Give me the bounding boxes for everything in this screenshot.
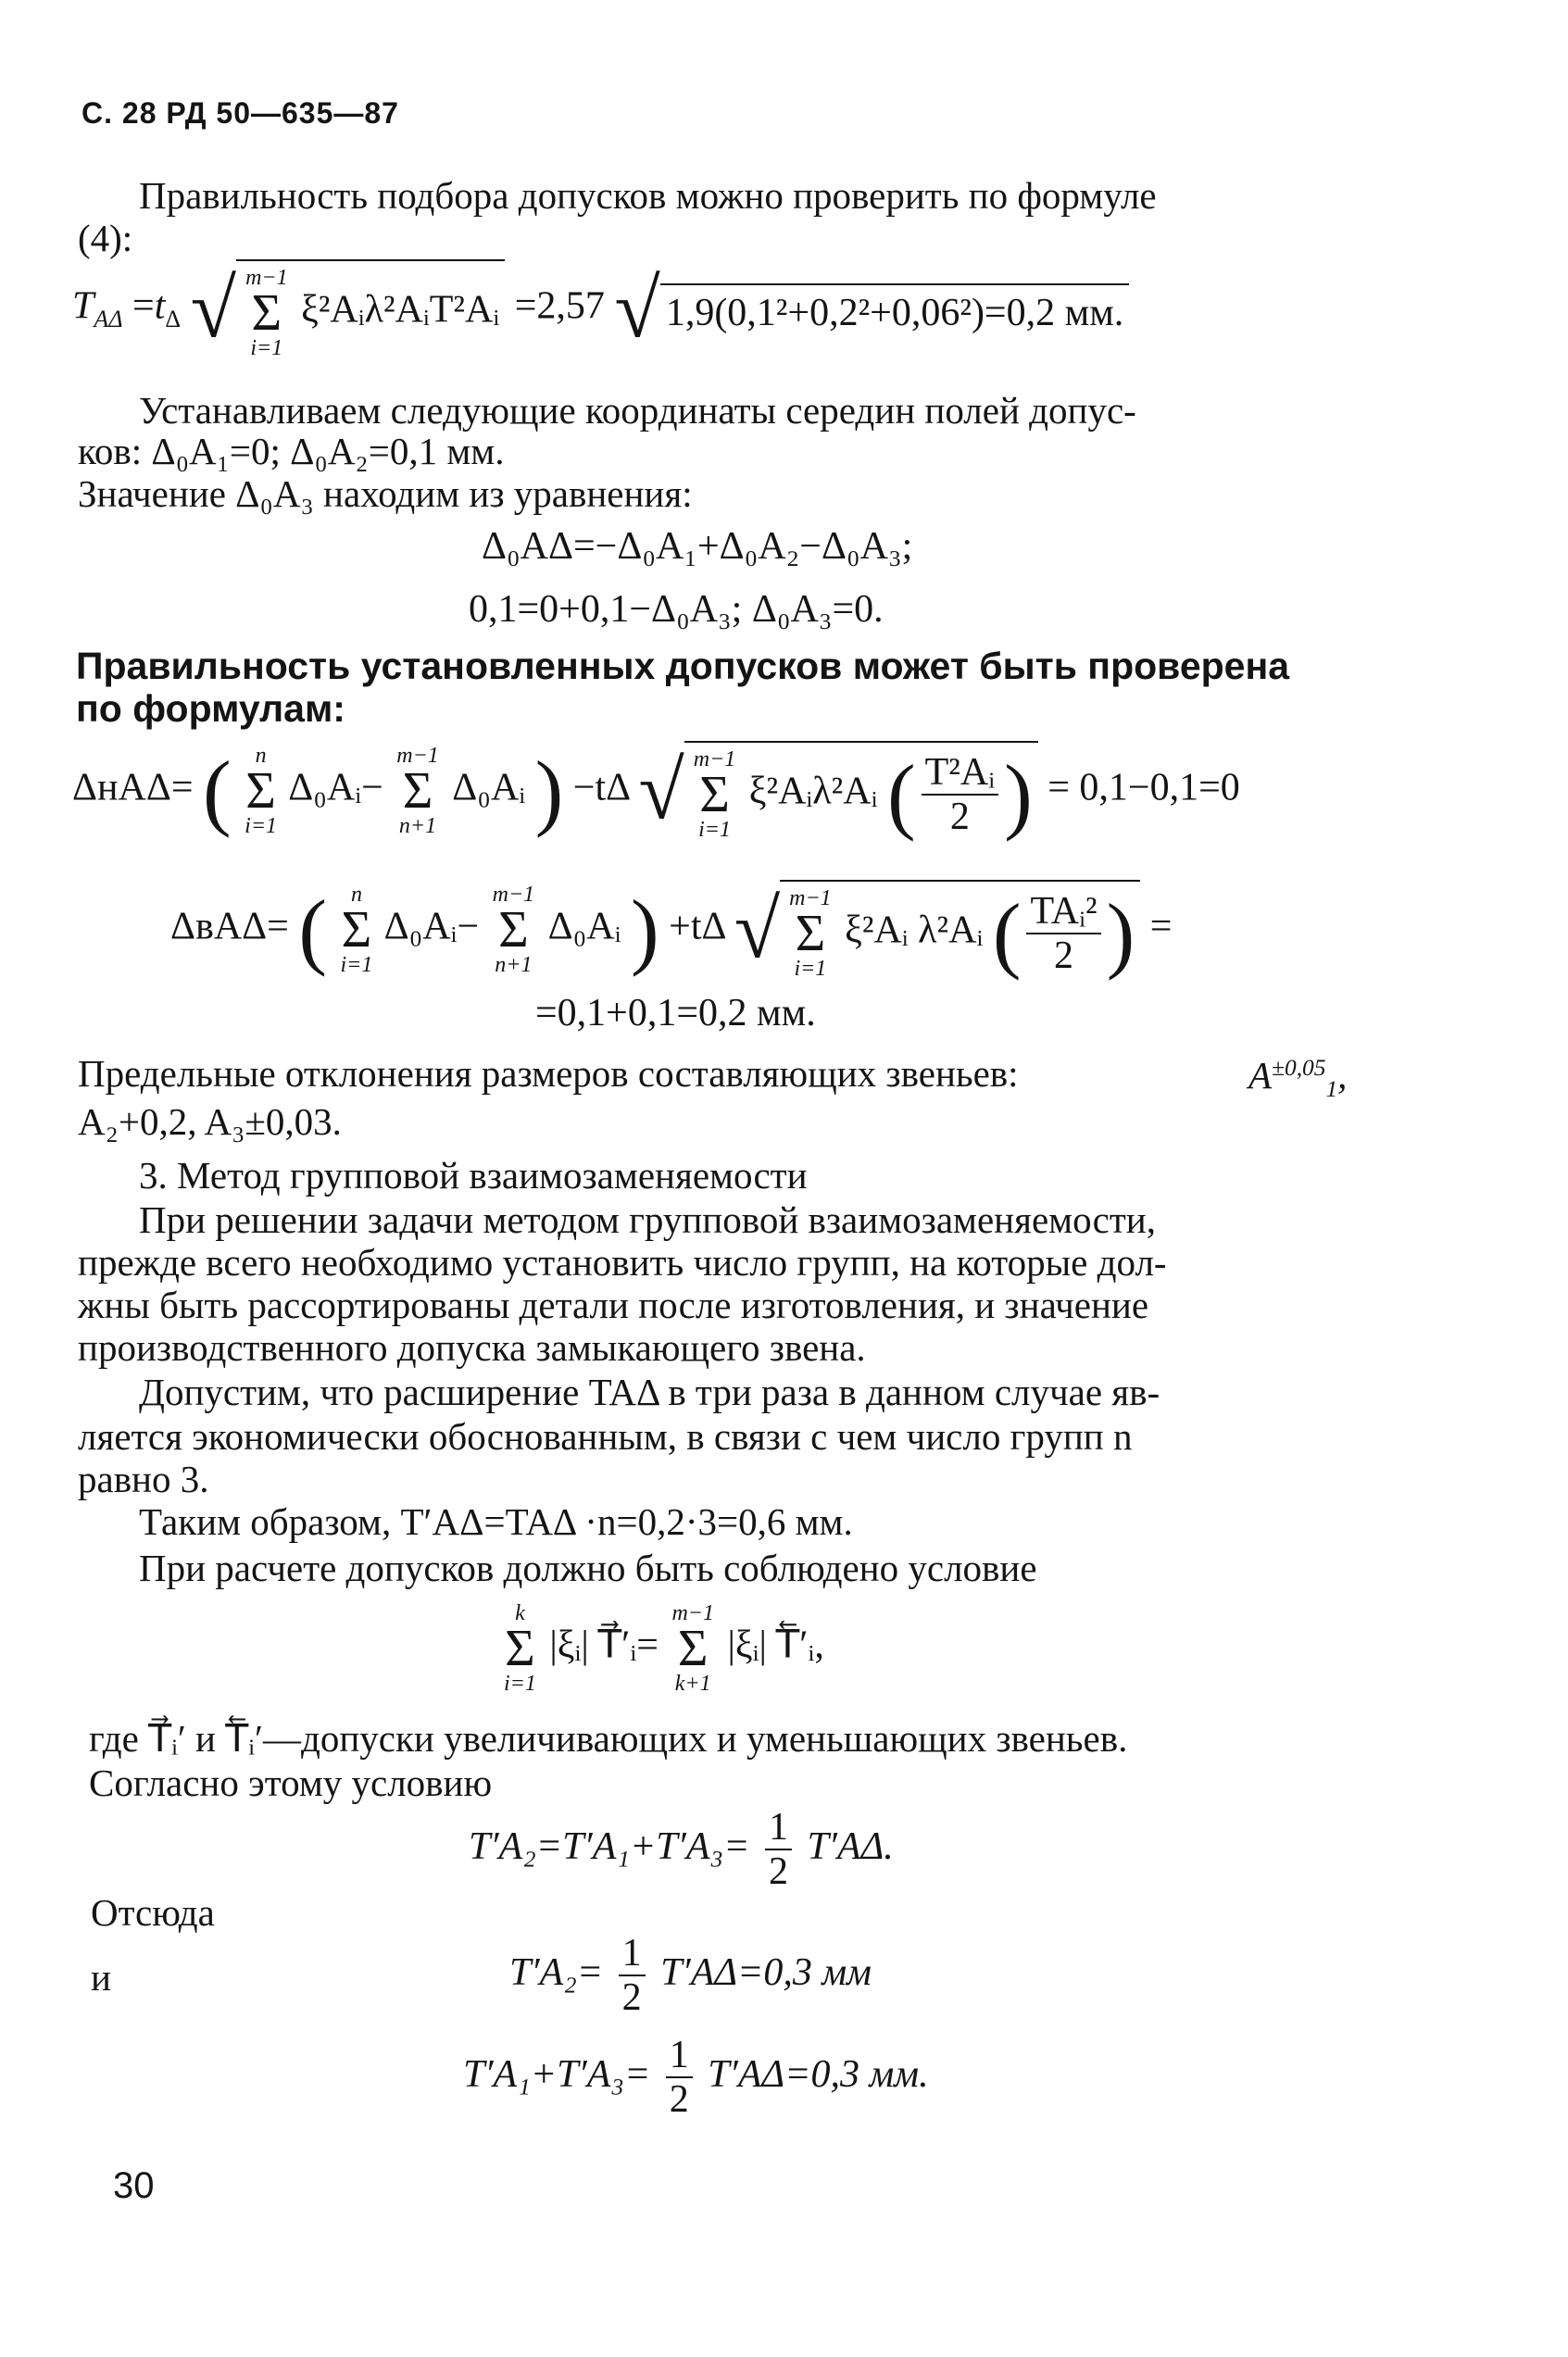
sum-operator: m−1 Σ i=1 [245, 266, 288, 360]
paragraph-line: и [91, 1956, 111, 1999]
formula-lower-deviation: ΔнAΔ= ( n Σ i=1 Δ₀Aᵢ− m−1 Σ n+1 Δ₀Aᵢ ) −tΔ √ m−1 Σ i=1 ξ²Aᵢλ²Aᵢ ( $\frac{\text{T²Aᵢ}}{2}$ ) = 0,1−0,1=0 [72, 741, 1240, 841]
radicand: m−1 Σ i=1 ξ²Aᵢ λ²Aᵢ ( $\frac{\text{TAᵢ²}}{2}$ ) [780, 880, 1140, 980]
formula-term: Δ₀Aᵢ [383, 905, 458, 948]
radical-sign: √ [734, 884, 781, 976]
sum-operator: m−1 Σ k+1 [671, 1601, 714, 1696]
bold-statement: по формулам: [76, 687, 345, 730]
formula-term: T′AΔ=0,3 мм. [708, 2052, 929, 2096]
formula-term: t [154, 284, 166, 328]
paragraph-line: При решении задачи методом групповой взаимозаменяемости, [139, 1198, 1156, 1241]
formula-term: |ξᵢ| T⃖′ᵢ, [727, 1624, 824, 1667]
paragraph-line: Значение Δ₀A₃ находим из уравнения: [78, 472, 693, 515]
equation-line: 0,1=0+0,1−Δ₀A₃; Δ₀A₃=0. [469, 588, 884, 631]
sum-operator: n Σ i=1 [245, 744, 278, 838]
paragraph-line: (4): [78, 217, 133, 259]
sum-operator: m−1 Σ n+1 [492, 883, 535, 977]
paragraph-line: Устанавливаем следующие координаты середин полей допус- [139, 389, 1136, 432]
paragraph-line: производственного допуска замыкающего звена. [78, 1326, 866, 1369]
radicand: 1,9(0,1²+0,2²+0,06²)=0,2 мм. [660, 283, 1129, 335]
paragraph-line: жны быть рассортированы детали после изготовления, и значение [78, 1284, 1149, 1326]
paragraph-line: Отсюда [91, 1891, 215, 1934]
paragraph-line: При расчете допусков должно быть соблюдено условие [139, 1547, 1037, 1589]
section-heading: 3. Метод групповой взаимозаменяемости [139, 1154, 808, 1197]
paragraph-line: Допустим, что расширение TAΔ в три раза в данном случае яв- [139, 1371, 1160, 1413]
formula-body: ξ²Aᵢλ²AᵢT²Aᵢ [301, 288, 500, 332]
formula-value: =2,57 [514, 284, 605, 328]
paragraph-line: прежде всего необходимо установить число групп, на которые дол- [78, 1241, 1167, 1284]
deviation-a1: $A^{\pm 0,05}_1$, [1248, 1053, 1348, 1102]
formula-half-tolerance [469, 1806, 894, 1893]
paragraph-line: Правильность подбора допусков можно проверить по формуле [139, 174, 1157, 217]
formula-term: T′A₂=T′A₁+T′A₃= [469, 1824, 750, 1868]
fraction: $\frac{\text{T²Aᵢ}}{2}$ [922, 751, 998, 838]
paragraph-line: Согласно этому условию [89, 1761, 493, 1804]
radical-sign: √ [614, 263, 660, 356]
formula-body: ξ²Aᵢ λ²Aᵢ [845, 909, 984, 952]
sum-operator: m−1 Σ n+1 [396, 744, 439, 838]
sum-operator: m−1 Σ i=1 [693, 747, 736, 842]
radical-sign: √ [638, 745, 684, 837]
formula-body: ξ²Aᵢλ²Aᵢ [748, 770, 878, 813]
formula-term: ΔвAΔ= [170, 905, 289, 948]
fraction: $\frac{1}{2}$ [619, 1932, 646, 2019]
formula-term: T′A₂= [509, 1950, 604, 1994]
sum-operator: m−1 Σ i=1 [789, 886, 832, 981]
formula-result: =0,1+0,1=0,2 мм. [535, 992, 816, 1034]
paragraph-line: ков: Δ₀A₁=0; Δ₀A₂=0,1 мм. [78, 430, 505, 472]
formula-term: Δ₀Aᵢ [288, 766, 362, 809]
paragraph-line: A₂+0,2, A₃±0,03. [78, 1100, 342, 1143]
formula-term: T [72, 284, 94, 328]
radicand [236, 259, 505, 359]
formula-upper-deviation: ΔвAΔ= ( n Σ i=1 Δ₀Aᵢ− m−1 Σ n+1 Δ₀Aᵢ ) +tΔ √ m−1 Σ i=1 ξ²Aᵢ λ²Aᵢ ( $\frac{\text{TAᵢ²}}{2}$ ) = [170, 880, 1172, 980]
formula-term: |ξᵢ| T⃗′ᵢ= [549, 1624, 659, 1667]
fraction: $\frac{\text{TAᵢ²}}{2}$ [1026, 890, 1100, 977]
radicand: m−1 Σ i=1 ξ²Aᵢλ²Aᵢ ( $\frac{\text{T²Aᵢ}}{2}$ ) [684, 741, 1038, 841]
formula-term: +tΔ [669, 905, 725, 948]
formula-term: T′A₁+T′A₃= [463, 2052, 651, 2096]
paragraph-line: ляется экономически обоснованным, в связи с чем число групп n [78, 1415, 1133, 1458]
formula-subscript: AΔ [94, 305, 123, 332]
formula-value: = 0,1−0,1=0 [1047, 766, 1240, 809]
fraction: $\frac{1}{2}$ [765, 1806, 792, 1893]
page-number: 30 [113, 2165, 155, 2206]
equation-line: Δ₀AΔ=−Δ₀A₁+Δ₀A₂−Δ₀A₃; [482, 525, 913, 568]
paragraph-line: Предельные отклонения размеров составляющих звеньев: [78, 1052, 1019, 1095]
bold-statement: Правильность установленных допусков может быть проверена [76, 645, 1290, 687]
formula-term: Δ₀Aᵢ [547, 905, 621, 948]
fraction: $\frac{1}{2}$ [666, 2034, 693, 2121]
sum-operator: n Σ i=1 [340, 883, 373, 977]
formula-a1-a3-tolerance [463, 2034, 929, 2121]
formula-a2-tolerance [509, 1932, 872, 2019]
paragraph-line: где T⃗ᵢ′ и T⃖ᵢ′—допуски увеличивающих и уменьшающих звеньев. [89, 1717, 1128, 1760]
formula-term: −tΔ [572, 766, 629, 809]
paragraph-line: равно 3. [78, 1458, 209, 1500]
formula-subscript: Δ [165, 305, 182, 332]
radical-sign: √ [190, 263, 237, 356]
formula-term: T′AΔ. [807, 1824, 894, 1868]
sum-operator: k Σ i=1 [504, 1601, 536, 1696]
paragraph-line: Таким образом, T′AΔ=TAΔ ·n=0,2·3=0,6 мм. [139, 1500, 853, 1543]
page-header: С. 28 РД 50—635—87 [82, 96, 399, 130]
formula-tolerance-check: $T_{A\Delta} =t_\Delta$ √ m−1 Σ i=1 ξ²Aᵢλ²AᵢT²Aᵢ =2,57 √ 1,9(0,1²+0,2²+0,06²)=0,2 мм. [72, 259, 1129, 359]
formula-term: ΔнAΔ= [72, 766, 194, 809]
formula-term: Δ₀Aᵢ [452, 766, 526, 809]
formula-term: T′AΔ=0,3 мм [660, 1950, 872, 1994]
formula-value: = [1149, 905, 1173, 948]
formula-condition [500, 1602, 824, 1695]
